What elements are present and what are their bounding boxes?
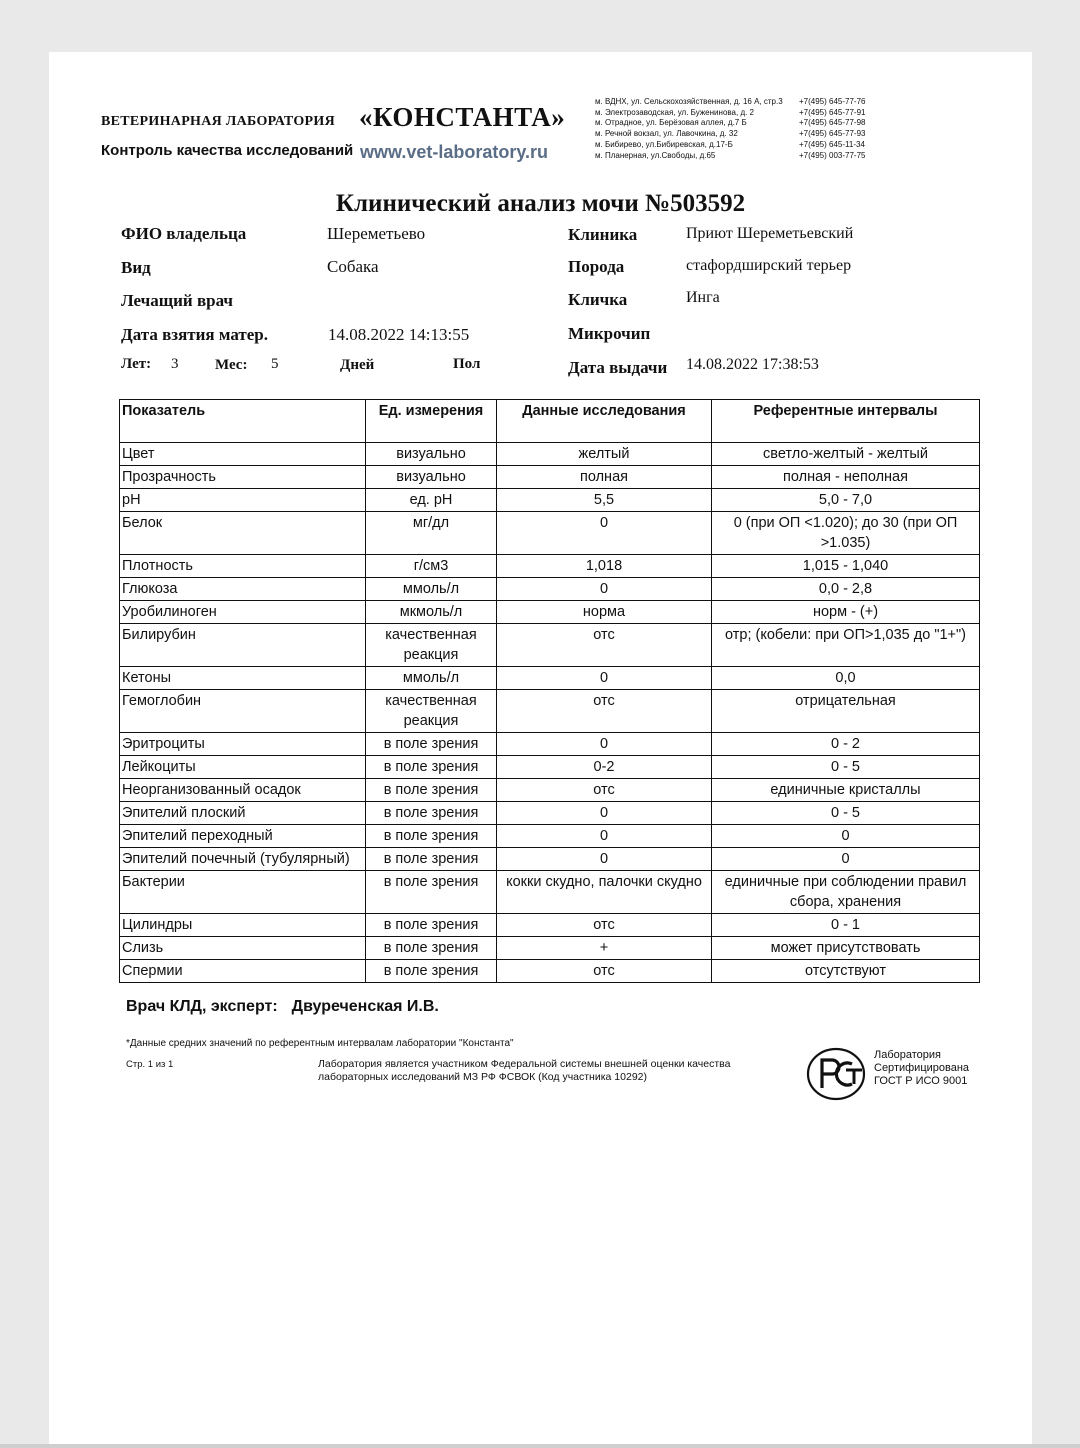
table-row [120,489,980,512]
cell-reference: отсутствуют [712,960,980,983]
table-row [120,937,980,960]
cell-indicator: Кетоны [120,667,366,690]
cell-result: 0 [497,802,712,825]
years-value: 3 [171,356,179,372]
header-reference: Референтные интервалы [712,400,980,443]
lab-name: ВЕТЕРИНАРНАЯ ЛАБОРАТОРИЯ [101,114,335,129]
cell-result: отс [497,779,712,802]
cell-reference: норм - (+) [712,601,980,624]
contact-row [595,97,866,108]
cell-reference: светло-желтый - желтый [712,443,980,466]
days-label: Дней [340,357,375,373]
table-header-row [120,400,980,443]
header-indicator: Показатель [120,400,366,443]
owner-value: Шереметьево [327,224,426,243]
cert-line-2: Сертифицирована [874,1062,970,1074]
cell-result: отс [497,960,712,983]
cell-reference: 0,0 [712,667,980,690]
species-value: Собака [327,257,379,276]
table-row [120,690,980,733]
cell-reference: единичные при соблюдении правил сбора, хранения [712,871,980,914]
rst-certification-logo [806,1046,870,1107]
cell-result: отс [497,690,712,733]
sex-label: Пол [453,356,481,372]
cell-reference: может присутствовать [712,937,980,960]
table-row [120,825,980,848]
cell-unit: в поле зрения [366,937,497,960]
cell-result: 0 [497,512,712,555]
contact-row [595,129,866,140]
cell-reference: 0 - 2 [712,733,980,756]
cell-unit: в поле зрения [366,825,497,848]
cell-result: 0 [497,733,712,756]
expert-signature-line [126,998,439,1016]
contact-phone: +7(495) 003-77-75 [799,150,866,160]
clinic-label: Клиника [568,225,638,244]
chip-label: Микрочип [568,324,651,343]
contact-address: м. Отрадное, ул. Берёзовая аллея, д.7 Б [595,118,747,128]
cell-result: 0 [497,848,712,871]
owner-label: ФИО владельца [121,224,247,243]
certification-text [874,1049,969,1088]
contact-row [595,151,866,162]
table-row [120,466,980,489]
nickname-value: Инга [686,289,720,306]
cell-indicator: Неорганизованный осадок [120,779,366,802]
cell-indicator: Эпителий переходный [120,825,366,848]
table-row [120,443,980,466]
cell-unit: качественная реакция [366,690,497,733]
cell-indicator: Эритроциты [120,733,366,756]
expert-label: Врач КЛД, эксперт: [126,998,278,1015]
lab-subtitle: Контроль качества исследований [101,142,354,159]
lab-contacts [595,97,866,161]
clinic-value: Приют Шереметьевский [686,225,854,242]
cell-result: 1,018 [497,555,712,578]
cell-indicator: pH [120,489,366,512]
expert-name: Двуреченская И.В. [291,998,439,1015]
contact-phone: +7(495) 645-77-98 [799,118,866,128]
cell-indicator: Слизь [120,937,366,960]
cell-unit: в поле зрения [366,848,497,871]
cell-indicator: Цилиндры [120,914,366,937]
cell-result: кокки скудно, палочки скудно [497,871,712,914]
cell-indicator: Гемоглобин [120,690,366,733]
header-result: Данные исследования [497,400,712,443]
cell-reference: 0,0 - 2,8 [712,578,980,601]
cell-reference: 0 - 5 [712,802,980,825]
table-row [120,756,980,779]
cell-unit: ед. pH [366,489,497,512]
table-row [120,914,980,937]
contact-address: м. Речной вокзал, ул. Лавочкина, д. 32 [595,129,738,139]
cell-unit: в поле зрения [366,756,497,779]
cell-reference: 0 - 5 [712,756,980,779]
cert-line-3: ГОСТ Р ИСО 9001 [874,1075,968,1087]
cell-reference: 0 [712,848,980,871]
cell-result: отс [497,914,712,937]
cell-result: желтый [497,443,712,466]
results-table [119,399,980,983]
breed-label: Порода [568,257,625,276]
contact-address: м. Бибирево, ул.Бибиревская, д.17-Б [595,139,733,149]
lab-website: www.vet-laboratory.ru [360,142,549,162]
cell-reference: отр; (кобели: при ОП>1,035 до "1+") [712,624,980,667]
fsvok-note: Лаборатория является участником Федеральной системы внешней оценки качества лабораторных исследований МЗ РФ ФСВОК (Код участника 10292) [318,1058,731,1083]
cell-unit: мг/дл [366,512,497,555]
cell-result: 0 [497,578,712,601]
table-row [120,512,980,555]
table-row [120,733,980,756]
cell-reference: 1,015 - 1,040 [712,555,980,578]
cell-indicator: Эпителий почечный (тубулярный) [120,848,366,871]
contact-phone: +7(495) 645-77-91 [799,107,866,117]
table-row [120,624,980,667]
header-unit: Ед. измерения [366,400,497,443]
document-page [49,52,1032,1444]
breed-value: стафордширский терьер [686,257,852,274]
table-row [120,871,980,914]
contact-phone: +7(495) 645-77-93 [799,129,866,139]
table-row [120,601,980,624]
contact-phone: +7(495) 645-77-76 [799,97,866,106]
nickname-label: Кличка [568,290,628,309]
cell-unit: г/см3 [366,555,497,578]
cert-line-1: Лаборатория [874,1049,941,1061]
cell-reference: 0 (при ОП <1.020); до 30 (при ОП >1.035) [712,512,980,555]
sample-date-label: Дата взятия матер. [121,325,268,344]
issue-date-value: 14.08.2022 17:38:53 [686,356,819,373]
cell-reference: полная - неполная [712,466,980,489]
contact-row [595,140,866,151]
lab-brand: «КОНСТАНТА» [359,102,566,132]
cell-unit: в поле зрения [366,871,497,914]
cell-result: + [497,937,712,960]
cell-indicator: Белок [120,512,366,555]
issue-date-label: Дата выдачи [568,358,668,377]
cell-indicator: Лейкоциты [120,756,366,779]
cell-indicator: Спермии [120,960,366,983]
cell-unit: в поле зрения [366,779,497,802]
contact-row [595,118,866,129]
cell-unit: качественная реакция [366,624,497,667]
table-row [120,779,980,802]
reference-note: *Данные средних значений по референтным интервалам лаборатории "Константа" [126,1038,514,1049]
contact-address: м. ВДНХ, ул. Сельскохозяйственная, д. 16 А, стр.3 [595,97,783,106]
cell-indicator: Глюкоза [120,578,366,601]
viewer-bottom-edge [0,1444,1080,1448]
cell-indicator: Бактерии [120,871,366,914]
cell-result: 0 [497,825,712,848]
cell-indicator: Прозрачность [120,466,366,489]
cell-result: норма [497,601,712,624]
cell-result: 0-2 [497,756,712,779]
cell-reference: 0 - 1 [712,914,980,937]
cell-reference: отрицательная [712,690,980,733]
cell-unit: мкмоль/л [366,601,497,624]
table-row [120,960,980,983]
table-row [120,848,980,871]
months-label: Мес: [215,357,248,373]
cell-result: 0 [497,667,712,690]
cell-result: отс [497,624,712,667]
cell-indicator: Билирубин [120,624,366,667]
months-value: 5 [271,356,279,372]
cell-reference: 5,0 - 7,0 [712,489,980,512]
contact-row [595,108,866,119]
years-label: Лет: [121,356,152,372]
cell-result: полная [497,466,712,489]
cell-indicator: Эпителий плоский [120,802,366,825]
cell-unit: визуально [366,443,497,466]
table-row [120,667,980,690]
page-counter: Стр. 1 из 1 [126,1059,174,1070]
cell-unit: в поле зрения [366,802,497,825]
contact-address: м. Электрозаводская, ул. Буженинова, д. 2 [595,107,755,117]
cell-indicator: Плотность [120,555,366,578]
cell-result: 5,5 [497,489,712,512]
table-row [120,555,980,578]
cell-unit: в поле зрения [366,733,497,756]
cell-unit: визуально [366,466,497,489]
cell-reference: 0 [712,825,980,848]
contact-address: м. Планерная, ул.Свободы, д.65 [595,150,716,160]
doctor-label: Лечащий врач [121,291,233,310]
sample-date-value: 14.08.2022 14:13:55 [328,325,470,344]
cell-unit: ммоль/л [366,578,497,601]
table-row [120,802,980,825]
cell-unit: ммоль/л [366,667,497,690]
contact-phone: +7(495) 645-11-34 [799,139,865,149]
cell-reference: единичные кристаллы [712,779,980,802]
cell-unit: в поле зрения [366,914,497,937]
cell-unit: в поле зрения [366,960,497,983]
cell-indicator: Уробилиноген [120,601,366,624]
species-label: Вид [121,258,151,277]
document-title: Клинический анализ мочи №503592 [335,190,746,217]
cell-indicator: Цвет [120,443,366,466]
table-row [120,578,980,601]
